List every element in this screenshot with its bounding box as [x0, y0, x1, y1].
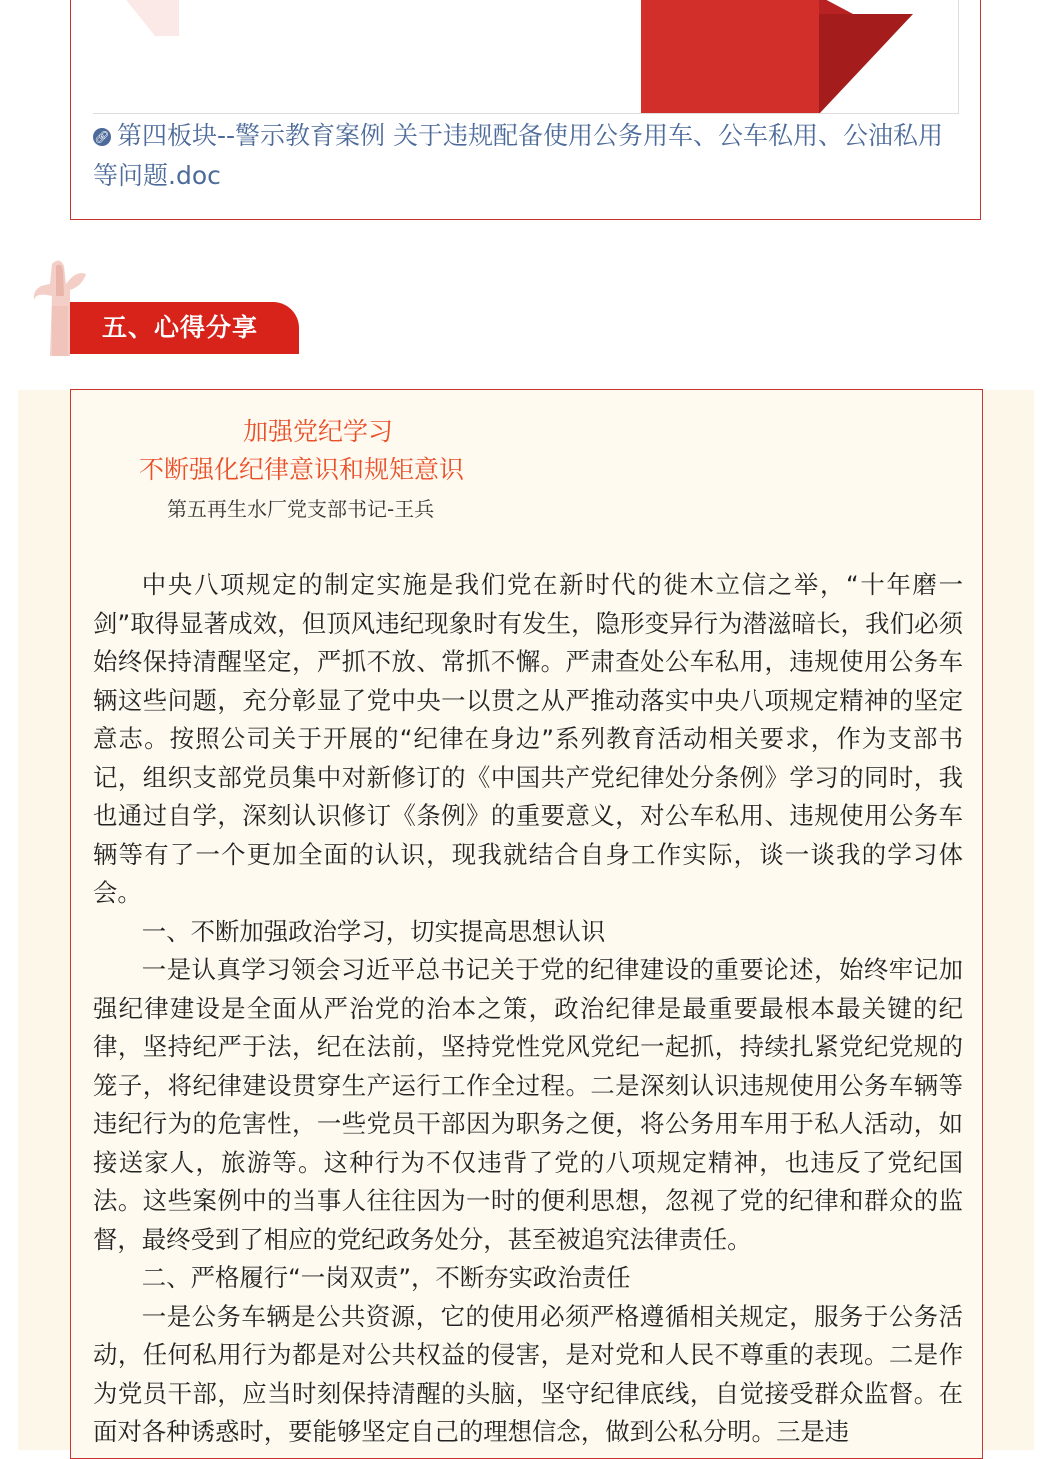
article-paragraph: 一是公务车辆是公共资源，它的使用必须严格遵循相关规定，服务于公务活动，任何私用行为都是对公共权益的侵害，是对党和人民不尊重的表现。二是作为党员干部，应当时刻保持清醒的头脑，坚守纪律底线，自觉接受群众监督。在面对各种诱惑时，要能够坚定自己的理想信念，做到公私分明。三是违 — [93, 1301, 963, 1446]
article-title-line1: 加强党纪学习 — [243, 417, 394, 446]
article-title-line2: 不断强化纪律意识和规矩意识 — [139, 455, 465, 484]
section-header — [30, 256, 302, 356]
article-card — [70, 389, 983, 1459]
article-paragraph: 中央八项规定的制定实施是我们党在新时代的徙木立信之举，“十年磨一剑”取得显著成效，但顶风违纪现象时有发生，隐形变异行为潜滋暗长，我们必须始终保持清醒坚定，严抓不放、常抓不懈。严肃查处公车私用，违规使用公务车辆这些问题，充分彰显了党中央一以贯之从严推动落实中央八项规定精神的坚定意志。按照公司关于开展的“纪律在身边”系列教育活动相关要求，作为支部书记，组织支部党员集中对新修订的《中国共产党纪律处分条例》学习的同时，我也通过自学，深刻认识修订《条例》的重要意义，对公车私用、违规使用公务车辆等有了一个更加全面的认识，现我就结合自身工作实际，谈一谈我的学习体会。 — [93, 570, 963, 907]
link-icon: 🔗︎ — [94, 130, 110, 144]
document-preview-image[interactable] — [93, 0, 959, 114]
attachment-file-link[interactable] — [93, 116, 963, 196]
attachment-card — [70, 0, 981, 220]
article-heading: 一、不断加强政治学习，切实提高思想认识 — [141, 916, 606, 946]
attachment-filename: 第四板块--警示教育案例 关于违规配备使用公务用车、公车私用、公油私用等问题.doc — [93, 121, 943, 190]
article-paragraph: 一是认真学习领会习近平总书记关于党的纪律建设的重要论述，始终牢记加强纪律建设是全面从严治党的治本之策，政治纪律是最重要最根本最关键的纪律，坚持纪严于法，纪在法前，坚持党性党风党纪一起抓，持续扎紧党纪党规的笼子，将纪律建设贯穿生产运行工作全过程。二是深刻认识违规使用公务车辆等违纪行为的危害性，一些党员干部因为职务之便，将公务用车用于私人活动，如接送家人，旅游等。这种行为不仅违背了党的八项规定精神，也违反了党纪国法。这些案例中的当事人往往因为一时的便利思想，忽视了党的纪律和群众的监督，最终受到了相应的党纪政务处分，甚至被追究法律责任。 — [93, 955, 963, 1254]
article-byline: 第五再生水厂党支部书记-王兵 — [167, 497, 435, 521]
section-title: 五、心得分享 — [102, 313, 259, 342]
article-body — [93, 566, 963, 1452]
preview-graphic — [93, 0, 959, 114]
article-heading: 二、严格履行“一岗双责”，不断夯实政治责任 — [141, 1263, 631, 1292]
